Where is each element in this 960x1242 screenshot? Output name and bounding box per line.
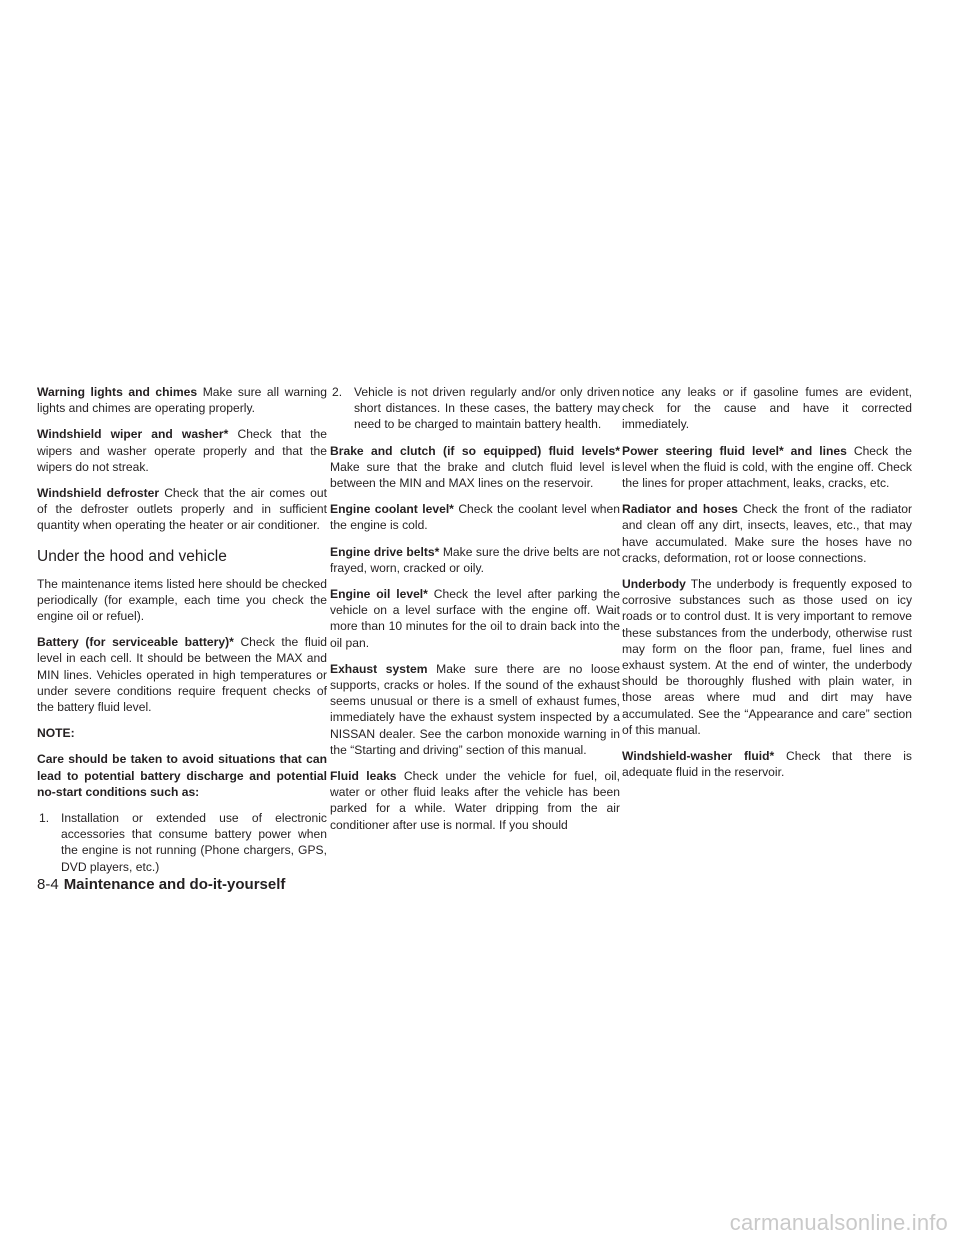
- paragraph-washer-fluid: [622, 748, 912, 780]
- paragraph-power-steering: [622, 443, 912, 492]
- paragraph-windshield-defroster: [37, 485, 327, 534]
- item-text: Check the level when the fluid is cold, with the engine off. Check the lines for proper attachment, leaks, cracks, etc.: [622, 443, 912, 491]
- column-3: [622, 384, 912, 790]
- page-footer: [37, 876, 285, 894]
- note-text: [37, 751, 327, 800]
- item-text: Check that the wipers and washer operate properly and that the wipers do not streak.: [37, 427, 327, 474]
- item-title: Windshield-washer fluid*: [622, 749, 775, 764]
- item-title: Power steering fluid level* and lines: [622, 443, 847, 458]
- item-text: Check under the vehicle for fuel, oil, water or other fluid leaks after the vehicle has been parked for a while. Water dripping from the air conditioner after use is normal. If you should: [330, 769, 621, 832]
- paragraph-fluid-leaks-continued: notice any leaks or if gasoline fumes are evident, check for the cause and have it corrected immediately.: [622, 385, 912, 432]
- section-heading: Under the hood and vehicle: [37, 547, 227, 565]
- paragraph-drive-belts: [330, 544, 620, 576]
- item-title: Radiator and hoses: [622, 502, 738, 517]
- item-text: Make sure that the brake and clutch fluid level is between the MIN and MAX lines on the reservoir.: [330, 459, 620, 491]
- list-text: Installation or extended use of electronic accessories that consume battery power when the engine is not running (Phone chargers, GPS, DVD players, etc.): [61, 811, 327, 874]
- item-title: Battery (for serviceable battery)*: [37, 635, 234, 650]
- page-number: 8-4: [37, 876, 59, 893]
- item-title: Engine oil level*: [330, 587, 428, 602]
- item-title: Fluid leaks: [330, 769, 397, 784]
- item-text: Make sure there are no loose supports, cracks or holes. If the sound of the exhaust seems unusual or there is a smell of exhaust fumes, immediately have the exhaust system inspected by a NISSAN dealer. See the carbon monoxide warning in the “Starting and driving” section of this manual.: [330, 661, 621, 757]
- paragraph-engine-oil: [330, 586, 620, 651]
- footer-section-title: Maintenance and do-it-yourself: [63, 876, 286, 893]
- item-title: Warning lights and chimes: [37, 385, 198, 399]
- item-text: Check the front of the radiator and clean off any dirt, insects, leaves, etc., that may have accumulated. Make sure the hoses have no cracks, deformation, rot or loose connections.: [622, 502, 912, 565]
- watermark: carmanualsonline.info: [729, 1210, 948, 1235]
- item-text: Make sure the drive belts are not frayed, worn, cracked or oily.: [330, 544, 620, 575]
- paragraph-coolant: [330, 501, 620, 533]
- section-intro: The maintenance items listed here should be checked periodically (for example, each time you check the engine oil or refuel).: [37, 576, 327, 624]
- column-1: [37, 384, 327, 885]
- paragraph-brake-clutch: [330, 443, 620, 492]
- list-item-2: [330, 384, 620, 433]
- item-title: Exhaust system: [330, 661, 428, 676]
- paragraph-exhaust: [330, 661, 620, 758]
- paragraph-fluid-leaks: [330, 768, 620, 833]
- item-text: Check the coolant level when the engine is cold.: [330, 502, 621, 533]
- item-text: Check the fluid level in each cell. It should be between the MAX and MIN lines. Vehicles operated in high temperatures or under severe conditions require frequent checks of the battery fluid level.: [37, 635, 328, 715]
- item-title: Underbody: [622, 577, 686, 592]
- item-title: Engine drive belts*: [330, 544, 440, 559]
- paragraph-warning-lights: [37, 384, 327, 416]
- item-text: The underbody is frequently exposed to corrosive substances such as those used on icy roads or to control dust. It is very important to remove these substances from the underbody, otherwise rust may form on the floor pan, frame, fuel lines and exhaust system. At the end of winter, the underbody should be thoroughly flushed with plain water, in those areas where mud and dirt may have accumulated. See the “Appearance and care” section of this manual.: [622, 577, 912, 737]
- paragraph-underbody: [622, 576, 912, 738]
- paragraph-radiator: [622, 501, 912, 566]
- list-text: Vehicle is not driven regularly and/or only driven short distances. In these cases, the battery may need to be charged to maintain battery health.: [354, 385, 620, 432]
- item-title: Windshield wiper and washer*: [37, 427, 229, 442]
- item-title: Engine coolant level*: [330, 502, 454, 517]
- item-text: Make sure all warning lights and chimes are operating properly.: [37, 385, 327, 416]
- note-label-text: NOTE:: [37, 726, 75, 741]
- item-text: Check the level after parking the vehicle on a level surface with the engine off. Wait more than 10 minutes for the oil to drain back into the oil pan.: [330, 587, 621, 650]
- item-title: Brake and clutch (if so equipped) fluid levels*: [330, 443, 620, 458]
- note-body: Care should be taken to avoid situations that can lead to potential battery discharge and potential no-start conditions such as:: [37, 752, 327, 799]
- list-number: 2.: [332, 385, 343, 399]
- list-number: 1.: [39, 811, 50, 826]
- note-label: [37, 725, 327, 741]
- item-text: Check that the air comes out of the defroster outlets properly and in sufficient quantity when operating the heater or air conditioner.: [37, 486, 327, 533]
- paragraph-battery: [37, 634, 327, 715]
- item-text: Check that there is adequate fluid in the reservoir.: [622, 749, 912, 780]
- column-2: [330, 384, 620, 843]
- paragraph-windshield-wiper: [37, 426, 327, 475]
- list-item-1: [37, 810, 327, 875]
- item-title: Windshield defroster: [37, 486, 160, 501]
